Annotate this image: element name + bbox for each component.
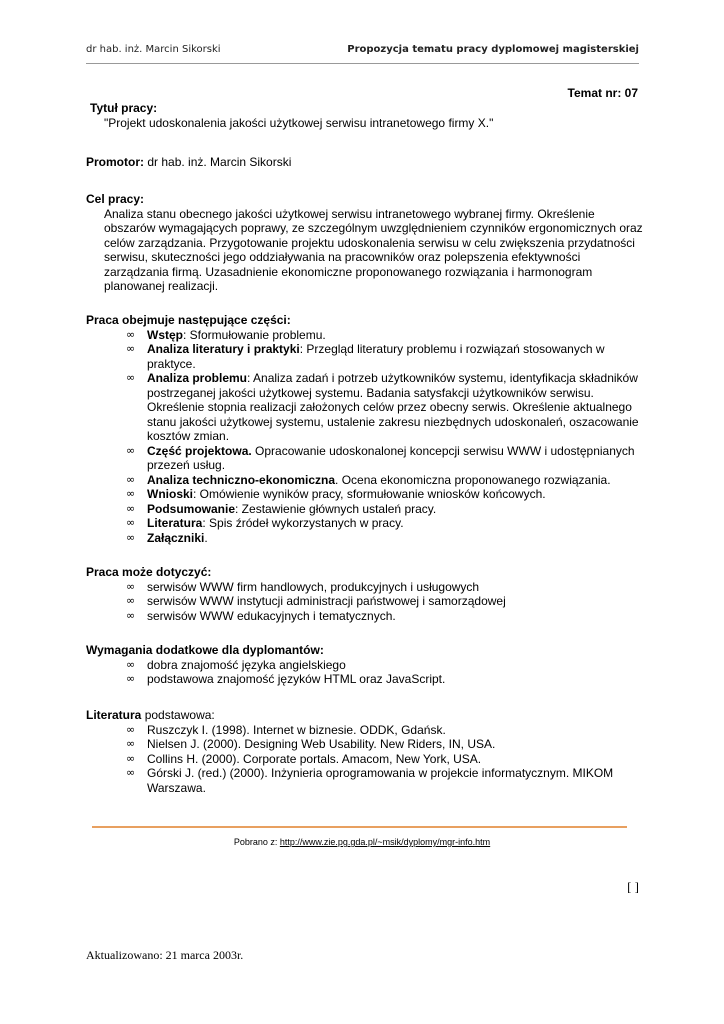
list-item-term: Podsumowanie — [147, 501, 236, 516]
list-item — [86, 752, 646, 767]
list-item — [86, 487, 646, 502]
requirements-label: Wymagania dodatkowe dla dyplomantów: — [86, 643, 324, 657]
list-item-term: Wnioski — [147, 487, 194, 501]
bullet-icon: ∞ — [126, 737, 136, 750]
list-item-term: Analiza problemu — [147, 371, 248, 385]
list-item-text: : Spis źródeł wykorzystanych w pracy. — [202, 516, 404, 530]
list-item-term: Wstęp — [147, 327, 183, 342]
list-item — [86, 658, 646, 673]
bullet-icon: ∞ — [126, 608, 136, 622]
bullet-icon: ∞ — [126, 371, 136, 384]
list-item — [86, 580, 646, 595]
list-item-text: Opracowanie udoskonalonej koncepcji serwisu WWW i udostępnianych przezeń usług. — [147, 443, 635, 472]
list-item-text: : Zestawienie głównych ustaleń pracy. — [235, 501, 437, 516]
title-label: Tytuł pracy: — [90, 101, 158, 115]
promotor-section — [86, 155, 646, 170]
literature-section — [86, 708, 646, 795]
list-item — [86, 594, 646, 609]
list-item — [86, 609, 646, 624]
list-item-term: Analiza techniczno-ekonomiczna — [147, 472, 336, 487]
list-item-text: : Sformułowanie problemu. — [183, 327, 326, 342]
literature-heading — [86, 708, 646, 723]
bullet-icon: ∞ — [126, 327, 136, 341]
list-item — [86, 531, 646, 546]
list-item-text: Collins H. (2000). Corporate portals. Amacom, New York, USA. — [147, 751, 482, 766]
header-doc-title: Propozycja tematu pracy dyplomowej magisterskiej — [347, 44, 639, 55]
bullet-icon: ∞ — [126, 722, 136, 736]
bullet-icon: ∞ — [126, 516, 136, 529]
bullet-icon: ∞ — [126, 751, 136, 765]
list-item-text: serwisów WWW edukacyjnych i tematycznych. — [147, 608, 396, 623]
list-item-text: : Omówienie wyników pracy, sformułowanie wniosków końcowych. — [193, 487, 546, 501]
list-item — [86, 766, 646, 795]
goal-label: Cel pracy: — [86, 192, 145, 206]
list-item — [86, 723, 646, 738]
title-section — [86, 101, 646, 130]
list-item-term: Załączniki — [147, 530, 205, 545]
bullet-icon: ∞ — [126, 501, 136, 515]
list-item-text: Górski J. (red.) (2000). Inżynieria oprogramowania w projekcie informatycznym. MIKOM Warszawa. — [147, 766, 614, 795]
source-link[interactable]: http://www.zie.pg.gda.pl/~msik/dyplomy/mgr-info.htm — [279, 837, 491, 847]
list-item — [86, 737, 646, 752]
literature-label-rest: podstawowa: — [141, 708, 215, 722]
bullet-icon: ∞ — [126, 530, 136, 544]
source-prefix: Pobrano z: — [233, 837, 280, 847]
list-item — [86, 444, 646, 473]
parts-section — [86, 313, 646, 545]
bullet-icon: ∞ — [126, 579, 136, 593]
requirements-section — [86, 643, 646, 687]
list-item-term: Część projektowa. — [147, 443, 252, 458]
topic-number: Temat nr: 07 — [567, 86, 638, 100]
source-line — [0, 837, 724, 847]
requirements-list — [86, 658, 646, 687]
header-divider — [86, 63, 639, 64]
list-item — [86, 328, 646, 343]
header-author: dr hab. inż. Marcin Sikorski — [86, 44, 221, 55]
list-item-text: . — [204, 530, 208, 545]
bullet-icon: ∞ — [126, 657, 136, 671]
bullet-icon: ∞ — [126, 766, 136, 779]
bullet-icon: ∞ — [126, 443, 136, 457]
list-item — [86, 502, 646, 517]
bullet-icon: ∞ — [126, 472, 136, 486]
updated-date: Aktualizowano: 21 marca 2003r. — [86, 948, 244, 962]
list-item — [86, 342, 646, 371]
list-item-text: Nielsen J. (2000). Designing Web Usability. New Riders, IN, USA. — [147, 737, 496, 751]
list-item — [86, 672, 646, 687]
list-item-text: : Przegląd literatury problemu i rozwiązań stosowanych w praktyce. — [147, 342, 605, 371]
list-item-text: : Analiza zadań i potrzeb użytkowników systemu, identyfikacja składników postrzeganej jakości użytkowej systemu. Badania satysfakcji użytkowników serwisu. Określenie stopnia realizacji założonych celów przez obecny serwis. Określenie aktualnego stanu jakości użytkowej systemu, ustalenie zakresu niezbędnych udoskonaleń, oszacowanie kosztów zmian. — [147, 371, 639, 443]
promotor-value: dr hab. inż. Marcin Sikorski — [147, 155, 292, 169]
literature-list — [86, 723, 646, 796]
scope-label: Praca może dotyczyć: — [86, 565, 212, 579]
bullet-icon: ∞ — [126, 594, 136, 607]
list-item — [86, 371, 646, 444]
list-item — [86, 516, 646, 531]
page-marker: [ ] — [627, 879, 639, 894]
list-item-text: serwisów WWW instytucji administracji państwowej i samorządowej — [147, 594, 506, 608]
list-item-text: serwisów WWW firm handlowych, produkcyjnych i usługowych — [147, 579, 480, 594]
bullet-icon: ∞ — [126, 342, 136, 355]
list-item — [86, 473, 646, 488]
parts-list — [86, 328, 646, 546]
goal-text: Analiza stanu obecnego jakości użytkowej serwisu intranetowego wybranej firmy. Określenie obszarów wymagających poprawy, ze szczególnym uwzględnieniem czynników ergonomicznych oraz celów zarządzania. Przygotowanie projektu udoskonalenia serwisu w celu zwiększenia przydatności serwisu, skuteczności jego oddziaływania na pracowników oraz polepszenia efektywności zarządzania firmą. Uzasadnienie ekonomiczne proponowanego rozwiązania i harmonogram planowanej realizacji. — [104, 206, 643, 293]
list-item-text: . Ocena ekonomiczna proponowanego rozwiązania. — [335, 472, 611, 487]
bullet-icon: ∞ — [126, 672, 136, 685]
scope-section — [86, 565, 646, 623]
title-value: "Projekt udoskonalenia jakości użytkowej serwisu intranetowego firmy X." — [104, 115, 494, 130]
literature-label: Literatura — [86, 708, 142, 722]
goal-section — [86, 192, 646, 294]
scope-list — [86, 580, 646, 624]
bullet-icon: ∞ — [126, 487, 136, 500]
parts-label: Praca obejmuje następujące części: — [86, 313, 291, 327]
list-item-term: Analiza literatury i praktyki — [147, 342, 300, 356]
promotor-label: Promotor: — [86, 155, 144, 169]
list-item-text: Ruszczyk I. (1998). Internet w biznesie. ODDK, Gdańsk. — [147, 722, 446, 737]
footer-divider — [92, 826, 627, 828]
list-item-text: dobra znajomość języka angielskiego — [147, 657, 346, 672]
list-item-text: podstawowa znajomość języków HTML oraz JavaScript. — [147, 672, 446, 686]
list-item-term: Literatura — [147, 516, 203, 530]
